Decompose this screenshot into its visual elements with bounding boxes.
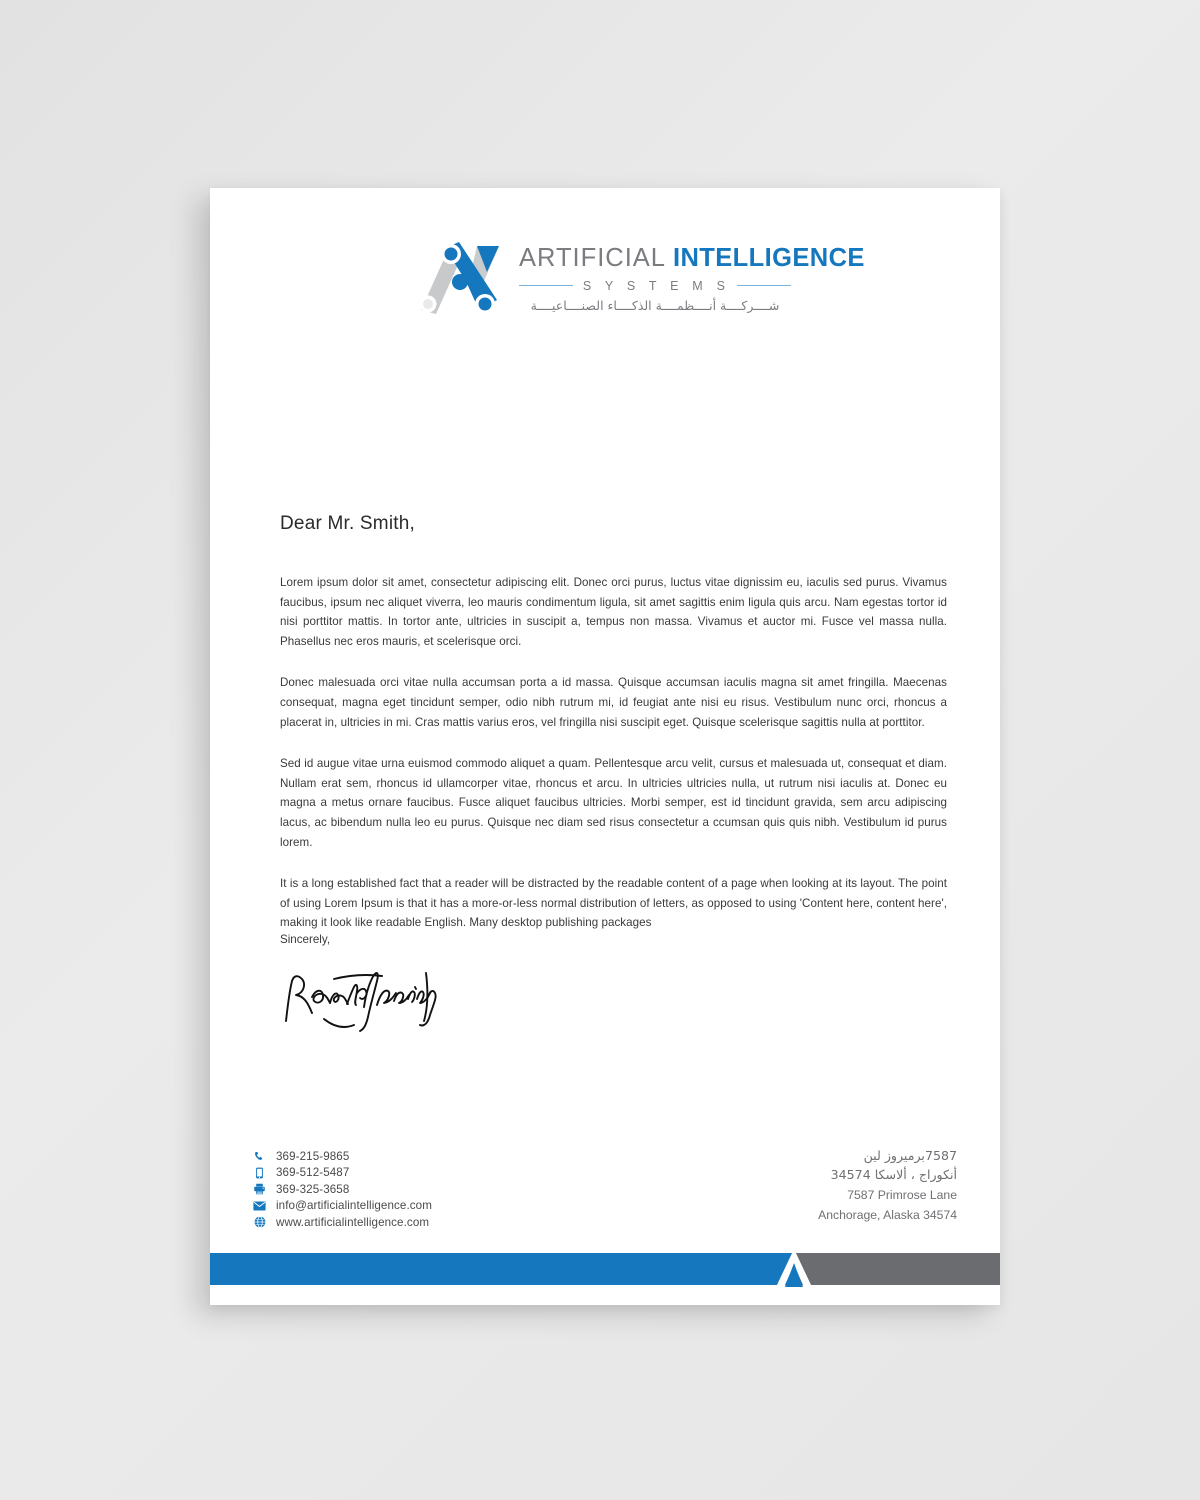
fax-icon: [252, 1183, 267, 1196]
logo-wordmark: [519, 238, 865, 313]
contact-fax[interactable]: [252, 1181, 432, 1198]
contact-email-value: info@artificialintelligence.com: [276, 1199, 432, 1213]
address-arabic-line-2: أنكوراج ، ألاسكا 34574: [830, 1167, 957, 1182]
address-arabic-line-1: 7587برميروز لين: [863, 1148, 957, 1163]
systems-label: S Y S T E M S: [582, 278, 731, 293]
address-english-line-2: Anchorage, Alaska 34574: [818, 1208, 957, 1222]
company-logo: [415, 238, 865, 320]
contact-list: [252, 1148, 432, 1231]
contact-mobile[interactable]: [252, 1165, 432, 1182]
wordmark-row: [519, 246, 865, 272]
footer-chevron-logo-icon: [765, 1247, 823, 1287]
contact-website-value: www.artificialintelligence.com: [276, 1215, 430, 1229]
wordmark-intelligence: INTELLIGENCE: [672, 244, 865, 272]
salutation: Dear Mr. Smith,: [280, 513, 415, 534]
email-icon: [252, 1199, 267, 1212]
letterhead-page: [210, 188, 1000, 1305]
footer-gray-band: [793, 1253, 1000, 1285]
contact-email[interactable]: [252, 1198, 432, 1215]
footer-blue-band: [210, 1253, 793, 1285]
address-english-line-1: 7587 Primrose Lane: [847, 1188, 957, 1202]
contact-mobile-value: 369-512-5487: [276, 1166, 350, 1180]
closing-line: Sincerely,: [280, 933, 331, 946]
body-paragraph: Donec malesuada orci vitae nulla accumsan porta a id massa. Quisque accumsan iaculis magna sit amet fringilla. Maecenas consequat, magna eget tincidunt semper, odio nibh rutrum mi, id feugiat ante nisi eu risus. Vestibulum nunc orci, rhoncus a placerat in, ultricies in mi. Cras mattis varius eros, vel fringilla nisi suscipit eget. Quisque scelerisque sagittis nulla at porttitor.: [280, 676, 947, 729]
logo-arabic-subtitle: شــــركــــة أنــــظمــــة الذكــــاء الصنــــاعيــــة: [530, 297, 780, 313]
letter-body: [280, 573, 947, 955]
footer-bar: [210, 1253, 1000, 1285]
address-block: [818, 1146, 957, 1224]
body-paragraph: It is a long established fact that a reader will be distracted by the readable content of a page when looking at its layout. The point of using Lorem Ipsum is that it has a more-or-less normal distribution of letters, as opposed to using 'Content here, content here', making it look like readable English. Many desktop publishing packages: [280, 877, 947, 930]
globe-icon: [252, 1216, 267, 1229]
signature-image: [278, 963, 468, 1033]
phone-icon: [252, 1150, 267, 1163]
contact-phone[interactable]: [252, 1148, 432, 1165]
mobile-icon: [252, 1166, 267, 1179]
contact-fax-value: 369-325-3658: [276, 1182, 350, 1196]
wordmark-artificial: ARTIFICIAL: [519, 244, 666, 272]
systems-rule-right: [737, 285, 791, 287]
contact-phone-value: 369-215-9865: [276, 1149, 350, 1163]
body-paragraph: Lorem ipsum dolor sit amet, consectetur adipiscing elit. Donec orci purus, luctus vitae dignissim eu, iaculis sed purus. Vivamus faucibus, ipsum nec aliquet viverra, leo mauris condimentum ligula, sit amet sagittis enim ligula quis arcu. Nam egestas tortor id nisi porttitor mattis. In tortor ante, ultricies in suscipit a, tempus non massa. Vivamus et auctor mi. Fusce vel massa nulla. Phasellus nec eros mauris, et scelerisque orci.: [280, 576, 947, 648]
contact-website[interactable]: [252, 1214, 432, 1231]
ai-monogram-logo-icon: [415, 238, 511, 318]
body-paragraph: Sed id augue vitae urna euismod commodo aliquet a quam. Pellentesque arcu velit, cursus et malesuada ut, consequat et diam. Nullam erat sem, rhoncus id ullamcorper vitae, rhoncus et arcu. In ultricies ultricies nulla, ut rutrum nisi iaculis at. Donec eu magna a metus ornare faucibus. Fusce aliquet faucibus ultricies. Morbi semper, est id tincidunt gravida, sem arcu adipiscing lacus, ac bibendum nulla leo eu purus. Quisque nec diam sed risus consectetur a ccumsan quis quis nibh. Vestibulum id purus lorem.: [280, 757, 947, 849]
systems-rule-left: [519, 285, 573, 287]
systems-subtitle-row: [519, 279, 791, 293]
